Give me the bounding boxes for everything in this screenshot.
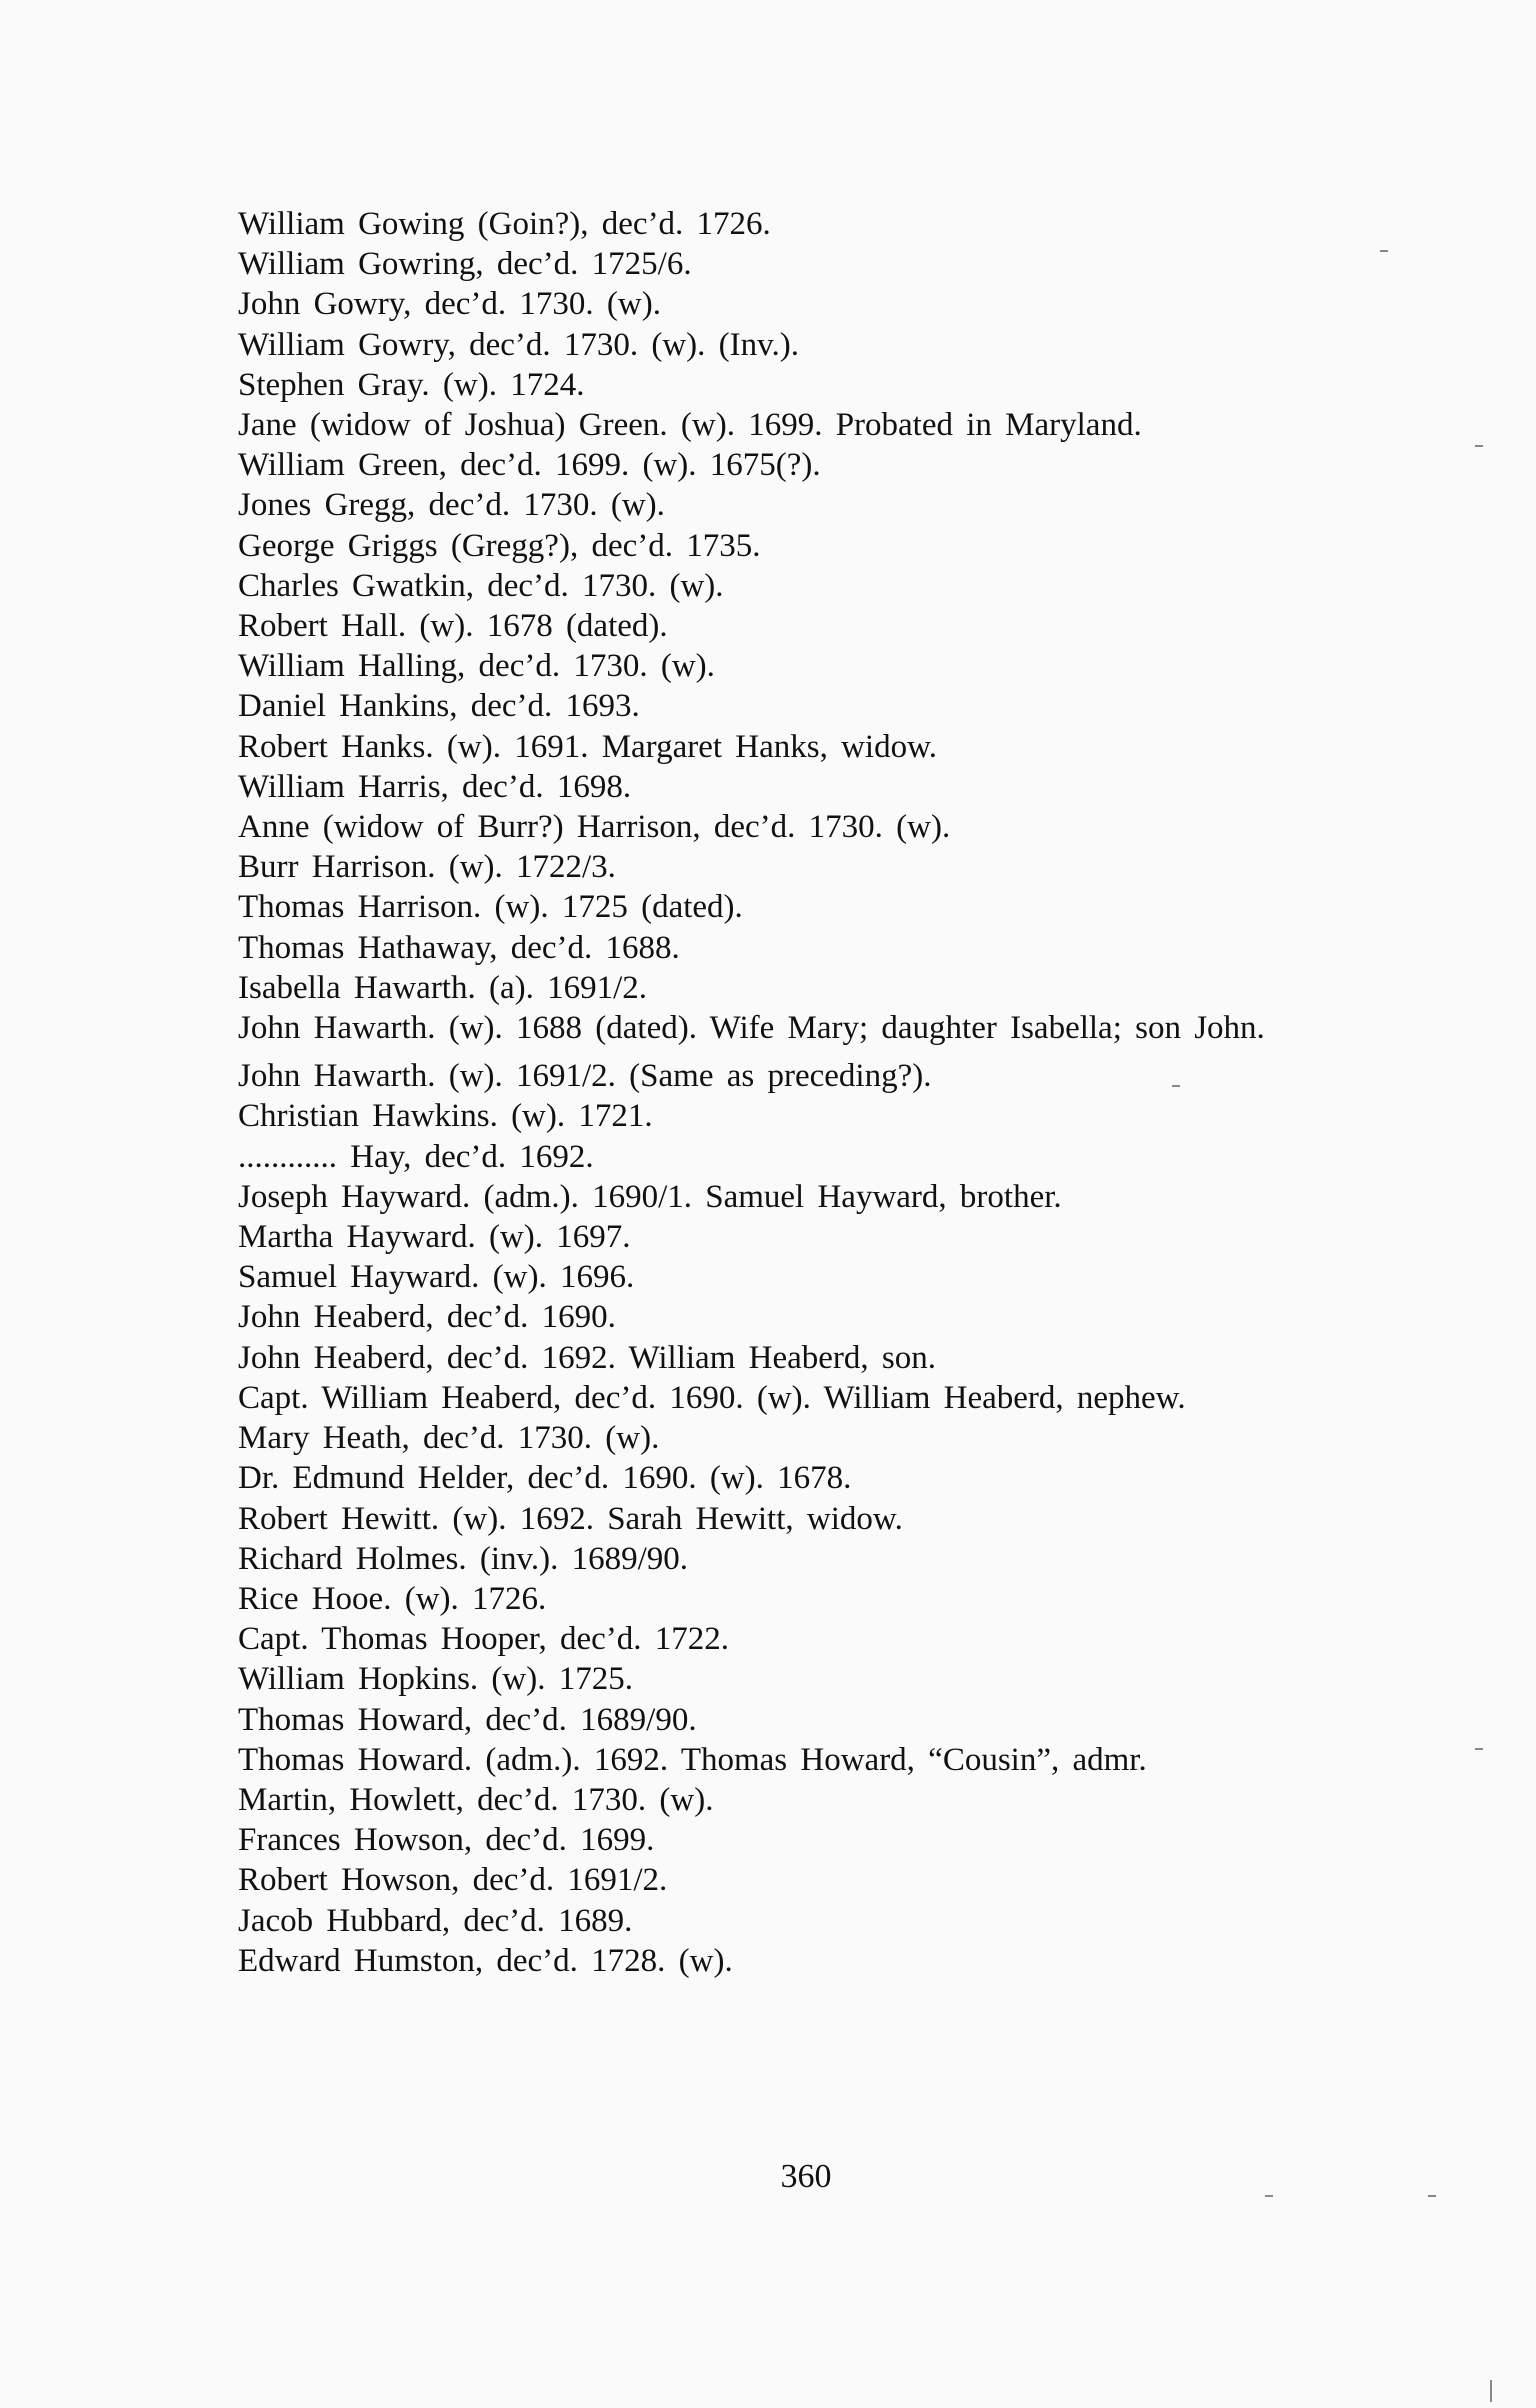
page-number: 360 [780, 2158, 832, 2195]
list-item: Thomas Howard, dec’d. 1689/90. [238, 1701, 697, 1738]
list-item: John Hawarth. (w). 1691/2. (Same as preceding?). [238, 1058, 932, 1095]
list-item: Edward Humston, dec’d. 1728. (w). [238, 1942, 733, 1979]
list-item: John Hawarth. (w). 1688 (dated). Wife Mary; daughter Isabella; son John. [238, 1010, 1265, 1047]
list-item: Dr. Edmund Helder, dec’d. 1690. (w). 1678. [238, 1460, 852, 1497]
list-item: Stephen Gray. (w). 1724. [238, 366, 585, 403]
list-item: William Hopkins. (w). 1725. [238, 1661, 633, 1698]
list-item: William Harris, dec’d. 1698. [238, 768, 632, 805]
list-item: Isabella Hawarth. (a). 1691/2. [238, 969, 648, 1006]
list-item: Robert Hanks. (w). 1691. Margaret Hanks, widow. [238, 728, 938, 765]
scan-speck [1172, 1085, 1180, 1087]
list-item: Thomas Harrison. (w). 1725 (dated). [238, 889, 743, 926]
list-item: Thomas Howard. (adm.). 1692. Thomas Howard, “Cousin”, admr. [238, 1741, 1147, 1778]
scan-speck [1475, 445, 1483, 447]
list-item: Jacob Hubbard, dec’d. 1689. [238, 1902, 633, 1939]
scan-speck [1428, 2195, 1436, 2197]
list-item: William Halling, dec’d. 1730. (w). [238, 648, 715, 685]
list-item: Charles Gwatkin, dec’d. 1730. (w). [238, 567, 724, 604]
list-item: Thomas Hathaway, dec’d. 1688. [238, 929, 680, 966]
list-item: William Gowry, dec’d. 1730. (w). (Inv.). [238, 326, 799, 363]
list-item: John Heaberd, dec’d. 1692. William Heaberd, son. [238, 1339, 936, 1376]
list-item: William Green, dec’d. 1699. (w). 1675(?). [238, 447, 821, 484]
list-item: Burr Harrison. (w). 1722/3. [238, 849, 616, 886]
list-item: Jones Gregg, dec’d. 1730. (w). [238, 487, 665, 524]
list-item: Robert Hall. (w). 1678 (dated). [238, 608, 668, 645]
scan-speck [1475, 1748, 1483, 1750]
entry-list [238, 204, 1438, 1981]
list-item: Samuel Hayward. (w). 1696. [238, 1259, 635, 1296]
list-item: George Griggs (Gregg?), dec’d. 1735. [238, 527, 761, 564]
list-item: William Gowring, dec’d. 1725/6. [238, 246, 692, 283]
list-item: Joseph Hayward. (adm.). 1690/1. Samuel Hayward, brother. [238, 1178, 1062, 1215]
list-item: Jane (widow of Joshua) Green. (w). 1699. Probated in Maryland. [238, 407, 1142, 444]
scan-speck [1380, 250, 1388, 252]
list-item: Mary Heath, dec’d. 1730. (w). [238, 1420, 660, 1457]
list-item: Richard Holmes. (inv.). 1689/90. [238, 1540, 689, 1577]
scan-speck [1265, 2195, 1273, 2197]
list-item: Christian Hawkins. (w). 1721. [238, 1098, 653, 1135]
list-item: Daniel Hankins, dec’d. 1693. [238, 688, 640, 725]
list-item: John Gowry, dec’d. 1730. (w). [238, 286, 661, 323]
list-item: Robert Howson, dec’d. 1691/2. [238, 1862, 668, 1899]
list-item: Rice Hooe. (w). 1726. [238, 1580, 547, 1617]
list-item: John Heaberd, dec’d. 1690. [238, 1299, 616, 1336]
list-item: Capt. William Heaberd, dec’d. 1690. (w). William Heaberd, nephew. [238, 1379, 1186, 1416]
list-item: ............ Hay, dec’d. 1692. [238, 1138, 594, 1175]
scan-speck [1490, 2380, 1492, 2402]
list-item: Martin, Howlett, dec’d. 1730. (w). [238, 1781, 714, 1818]
list-item: Anne (widow of Burr?) Harrison, dec’d. 1730. (w). [238, 809, 951, 846]
list-item: Capt. Thomas Hooper, dec’d. 1722. [238, 1621, 729, 1658]
list-item: Robert Hewitt. (w). 1692. Sarah Hewitt, widow. [238, 1500, 903, 1537]
list-item: Frances Howson, dec’d. 1699. [238, 1822, 655, 1859]
list-item: Martha Hayward. (w). 1697. [238, 1219, 631, 1256]
list-item: William Gowing (Goin?), dec’d. 1726. [238, 206, 771, 242]
